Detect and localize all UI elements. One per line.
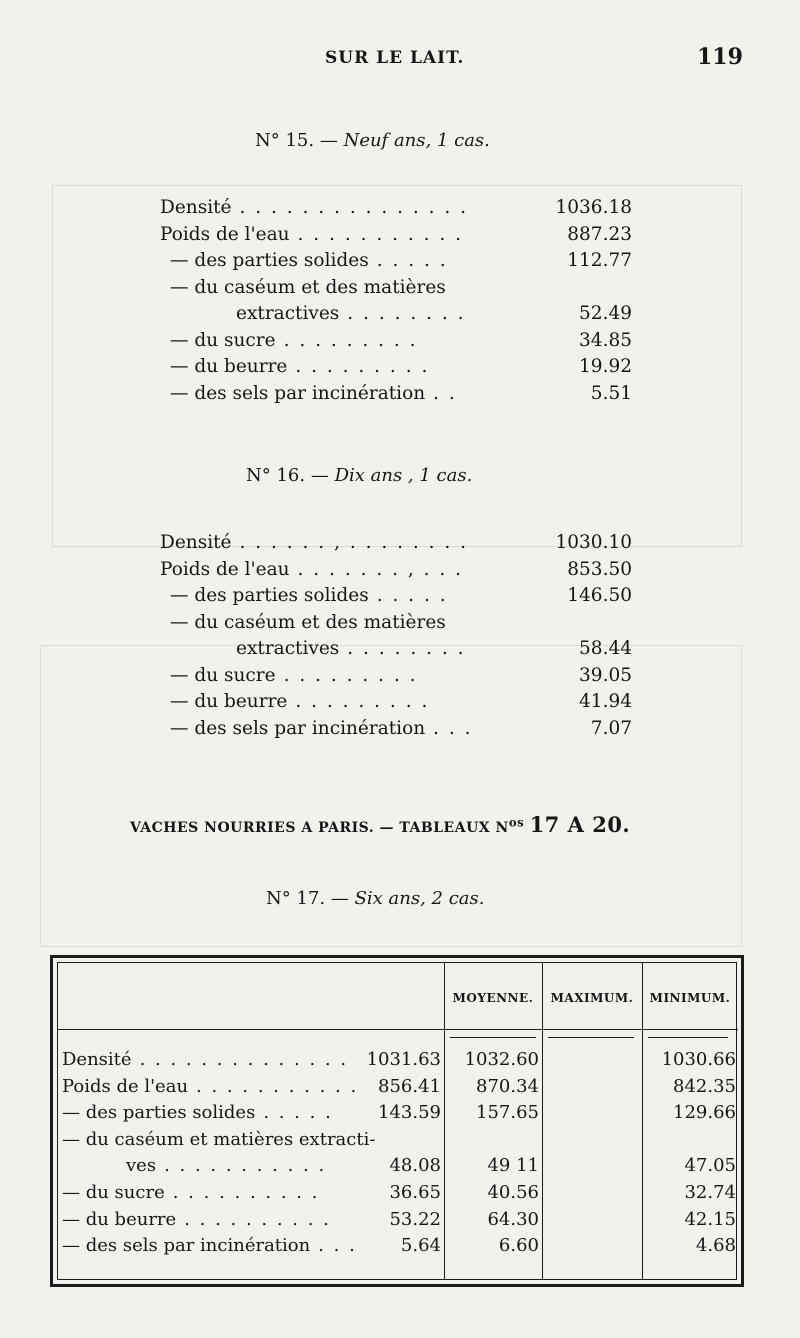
cell-maximum: 40.56: [487, 1182, 539, 1203]
row-value: 19.92: [579, 356, 632, 377]
row-leader-dots: . . .: [318, 1235, 357, 1257]
column-header-minimum: MINIMUM.: [649, 991, 731, 1005]
row-label: — du caséum et des matières: [170, 276, 446, 298]
table-row: [58, 1049, 738, 1076]
cell-maximum: 49 11: [487, 1155, 539, 1177]
column-rule: [450, 1037, 536, 1038]
row-leader-dots: . . . . .: [376, 585, 448, 606]
row-text: [170, 665, 418, 686]
row-text: [170, 612, 454, 633]
row-text: [236, 638, 466, 659]
row-text: [170, 330, 418, 351]
list-item: [170, 718, 632, 745]
row-label: — des parties solides: [170, 585, 369, 606]
row-text: [170, 356, 429, 377]
row-value: 887.23: [567, 223, 632, 245]
row-label: extractives: [236, 638, 340, 659]
row-leader-dots: . . . . .: [376, 250, 448, 271]
section-16-title: [246, 465, 472, 486]
row-leader-dots: . . . . . . . . . . . . . .: [139, 1049, 349, 1070]
row-text: [160, 559, 463, 580]
row-value: 7.07: [590, 717, 632, 739]
row-leader-dots: . . . . . . , . . . . . . . .: [239, 532, 469, 553]
list-item: [170, 612, 632, 639]
list-item: [170, 277, 632, 304]
row-text: [170, 250, 448, 271]
tables-heading-superscript: os: [508, 815, 525, 830]
section-subtitle: — Dix ans , 1 cas.: [310, 465, 473, 486]
row-leader-dots: . . . . . . . . .: [283, 329, 418, 351]
cell-minimum: 842.35: [673, 1075, 736, 1097]
row-label: — des parties solides: [62, 1102, 256, 1124]
cell-moyenne: 1031.63: [366, 1049, 441, 1070]
list-item: [160, 532, 632, 559]
row-label: Poids de l'eau: [160, 223, 290, 245]
row-label: — du caséum et des matières: [170, 611, 446, 633]
cell-moyenne: 53.22: [389, 1208, 441, 1230]
tables-heading-range: 17 A 20.: [529, 812, 631, 837]
column-rule: [648, 1037, 728, 1038]
row-label: — des sels par incinération: [62, 1235, 311, 1257]
table-row: [58, 1076, 738, 1103]
row-text: [62, 1049, 348, 1070]
row-value: 5.51: [590, 382, 632, 404]
table-row: [58, 1155, 738, 1182]
table-row: [58, 1102, 738, 1129]
row-leader-dots: . . . . . . . .: [347, 303, 466, 324]
page-header: [0, 44, 800, 78]
list-item: [236, 303, 632, 330]
section-number: N° 15.: [255, 130, 315, 151]
row-text: [62, 1209, 331, 1230]
row-label: — des parties solides: [170, 250, 369, 271]
row-value: 853.50: [567, 558, 632, 580]
list-item: [170, 585, 632, 612]
row-label: — du beurre: [170, 691, 288, 712]
running-title: SUR LE LAIT.: [325, 48, 465, 68]
row-text: [170, 383, 457, 404]
row-label: — du caséum et matières extracti-: [62, 1128, 376, 1150]
column-header-maximum: MAXIMUM.: [550, 991, 634, 1005]
cell-moyenne: 143.59: [378, 1102, 441, 1124]
row-text: [62, 1076, 358, 1097]
cell-maximum: 64.30: [487, 1208, 539, 1230]
row-text: [160, 532, 468, 553]
cell-minimum: 1030.66: [661, 1049, 736, 1070]
row-label: — des sels par incinération: [170, 382, 426, 404]
tables-heading-text: VACHES NOURRIES A PARIS. — TABLEAUX N: [130, 820, 509, 836]
row-text: [62, 1235, 357, 1256]
cell-moyenne: 36.65: [389, 1182, 441, 1203]
row-leader-dots: . . . . . . . . . . . . . . .: [239, 197, 469, 218]
row-value: 39.05: [579, 664, 632, 686]
row-value: 112.77: [567, 250, 632, 271]
section-subtitle: — Six ans, 2 cas.: [330, 888, 485, 909]
row-text: [62, 1102, 333, 1123]
header-rule: [58, 1029, 738, 1030]
cell-minimum: 4.68: [695, 1235, 736, 1257]
row-value: 146.50: [567, 585, 632, 606]
cell-moyenne: 48.08: [389, 1155, 441, 1177]
cell-moyenne: 856.41: [378, 1075, 441, 1097]
table-row: [58, 1182, 738, 1209]
table-row: [58, 1209, 738, 1236]
section-subtitle: — Neuf ans, 1 cas.: [319, 130, 490, 151]
row-text: [126, 1155, 326, 1176]
cell-maximum: 157.65: [476, 1102, 539, 1124]
table-row: [58, 1129, 738, 1156]
row-value: 58.44: [579, 638, 632, 659]
cell-maximum: 6.60: [498, 1235, 539, 1257]
column-rule: [548, 1037, 634, 1038]
section-number: N° 17.: [266, 888, 326, 909]
cell-minimum: 47.05: [684, 1155, 736, 1177]
row-leader-dots: . . . . . . . . . . .: [164, 1155, 327, 1177]
section-number: N° 16.: [246, 465, 306, 486]
row-label: — du sucre: [170, 664, 276, 686]
row-label: Densité: [160, 532, 232, 553]
row-leader-dots: . . .: [433, 717, 473, 739]
row-leader-dots: . .: [433, 382, 457, 404]
list-item: [170, 691, 632, 718]
list-item: [170, 250, 632, 277]
column-header-moyenne: MOYENNE.: [452, 991, 534, 1005]
cell-maximum: 1032.60: [464, 1049, 539, 1070]
cell-minimum: 42.15: [684, 1208, 736, 1230]
row-label: extractives: [236, 303, 340, 324]
row-text: [62, 1129, 383, 1150]
list-item: [160, 224, 632, 251]
row-label: — du beurre: [170, 356, 288, 377]
row-label: — du beurre: [62, 1208, 177, 1230]
tables-heading: [130, 812, 630, 837]
cell-maximum: 870.34: [476, 1075, 539, 1097]
list-item: [170, 383, 632, 410]
row-value: 52.49: [579, 303, 632, 324]
list-item: [160, 559, 632, 586]
row-value: 1036.18: [555, 197, 632, 218]
row-leader-dots: . . . . . . . . .: [283, 664, 418, 686]
table-17-inner-frame: [57, 962, 737, 1280]
row-leader-dots: . . . . . . . . .: [295, 356, 430, 377]
table-row: [58, 1235, 738, 1262]
list-item: [170, 356, 632, 383]
row-leader-dots: . . . . . . . . . .: [184, 1208, 331, 1230]
cell-minimum: 129.66: [673, 1102, 736, 1124]
list-item: [160, 197, 632, 224]
row-text: [170, 277, 454, 298]
row-text: [160, 197, 468, 218]
row-text: [160, 224, 463, 245]
row-text: [62, 1182, 319, 1203]
cell-moyenne: 5.64: [400, 1235, 441, 1257]
section-15-title: [255, 130, 490, 151]
row-label: — du sucre: [62, 1182, 165, 1203]
row-value: 41.94: [579, 691, 632, 712]
row-label: Poids de l'eau: [62, 1075, 189, 1097]
row-leader-dots: . . . . . . . .: [347, 638, 466, 659]
row-text: [170, 691, 429, 712]
row-value: 34.85: [579, 329, 632, 351]
row-label: — des sels par incinération: [170, 717, 426, 739]
row-leader-dots: . . . . . . . , . . .: [297, 558, 464, 580]
row-text: [170, 718, 473, 739]
row-label: Densité: [62, 1049, 132, 1070]
row-label: Densité: [160, 197, 232, 218]
row-label: Poids de l'eau: [160, 558, 290, 580]
row-text: [170, 585, 448, 606]
row-leader-dots: . . . . . . . . . . .: [196, 1075, 359, 1097]
row-label: ves: [126, 1155, 157, 1177]
list-item: [170, 665, 632, 692]
row-text: [236, 303, 466, 324]
row-leader-dots: . . . . .: [263, 1102, 333, 1124]
row-label: — du sucre: [170, 329, 276, 351]
list-item: [170, 330, 632, 357]
section-17-title: [266, 888, 484, 909]
list-item: [236, 638, 632, 665]
cell-minimum: 32.74: [684, 1182, 736, 1203]
row-leader-dots: . . . . . . . . . .: [172, 1182, 320, 1203]
row-value: 1030.10: [555, 532, 632, 553]
row-leader-dots: . . . . . . . . .: [295, 691, 430, 712]
table-17: [50, 955, 744, 1287]
row-leader-dots: . . . . . . . . . . .: [297, 223, 464, 245]
page-number: 119: [697, 44, 743, 70]
